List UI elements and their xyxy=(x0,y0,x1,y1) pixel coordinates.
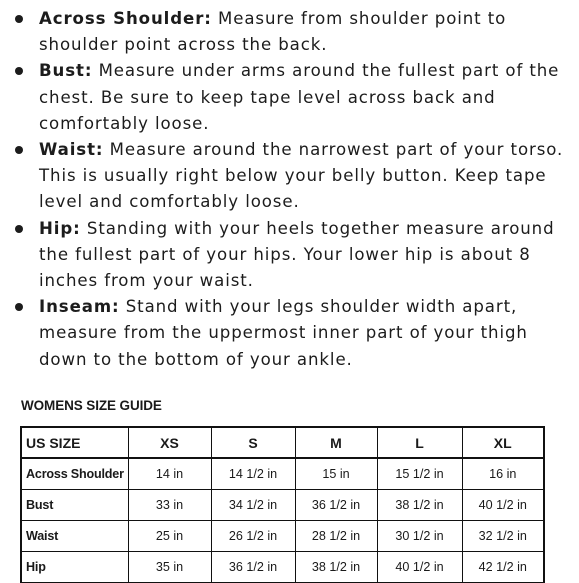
table-cell: 15 in xyxy=(295,458,377,489)
bullet-icon xyxy=(15,303,23,311)
instruction-waist xyxy=(0,137,579,216)
table-cell: 14 in xyxy=(128,458,211,489)
size-guide-table xyxy=(20,426,545,583)
bullet-icon xyxy=(15,15,23,23)
table-cell: 25 in xyxy=(128,520,211,551)
table-cell: 30 1/2 in xyxy=(377,520,462,551)
instruction-across-shoulder xyxy=(0,6,579,58)
table-cell: 38 1/2 in xyxy=(295,551,377,582)
bullet-icon xyxy=(15,67,23,75)
instruction-term: Waist: xyxy=(39,140,104,160)
bullet-icon xyxy=(15,146,23,154)
table-cell: 35 in xyxy=(128,551,211,582)
instruction-term: Inseam: xyxy=(39,297,120,317)
bullet-icon xyxy=(15,225,23,233)
table-cell: 28 1/2 in xyxy=(295,520,377,551)
table-cell: 38 1/2 in xyxy=(377,489,462,520)
instruction-term: Bust: xyxy=(39,61,93,81)
header-size-xs: XS xyxy=(128,427,211,458)
instruction-hip xyxy=(0,216,579,295)
instruction-text: Measure under arms around the fullest part of the chest. Be sure to keep tape level across back and comfortably loose. xyxy=(39,61,560,133)
instruction-text: Measure from shoulder point to shoulder point across the back. xyxy=(39,9,507,55)
table-cell: 26 1/2 in xyxy=(211,520,295,551)
header-size-xl: XL xyxy=(462,427,544,458)
instruction-bust xyxy=(0,58,579,137)
instruction-text: Standing with your heels together measure around the fullest part of your hips. Your lower hip is about 8 inches from your waist. xyxy=(39,218,555,291)
header-size-m: M xyxy=(295,427,377,458)
table-cell: 40 1/2 in xyxy=(377,551,462,582)
table-cell: 36 1/2 in xyxy=(211,551,295,582)
instruction-term: Across Shoulder: xyxy=(39,9,212,28)
header-size-l: L xyxy=(377,427,462,458)
instruction-inseam xyxy=(0,294,579,373)
table-cell: 40 1/2 in xyxy=(462,489,544,520)
table-cell: 42 1/2 in xyxy=(462,551,544,582)
table-cell: 34 1/2 in xyxy=(211,489,295,520)
table-cell: 33 in xyxy=(128,489,211,520)
row-label: Bust xyxy=(21,489,128,520)
table-cell: 32 1/2 in xyxy=(462,520,544,551)
table-row xyxy=(21,489,544,520)
size-guide-title: WOMENS SIZE GUIDE xyxy=(21,398,162,413)
instruction-term: Hip: xyxy=(39,218,81,238)
table-cell: 36 1/2 in xyxy=(295,489,377,520)
table-cell: 14 1/2 in xyxy=(211,458,295,489)
table-cell: 16 in xyxy=(462,458,544,489)
row-label: Waist xyxy=(21,520,128,551)
instruction-text: Measure around the narrowest part of your torso. This is usually right below your belly button. Keep tape level and comfortably loose. xyxy=(39,140,564,212)
header-us-size: US SIZE xyxy=(21,427,128,458)
table-header-row xyxy=(21,427,544,458)
table-row xyxy=(21,520,544,551)
measurement-instructions xyxy=(0,6,579,373)
table-row xyxy=(21,458,544,489)
table-row xyxy=(21,551,544,582)
row-label: Hip xyxy=(21,551,128,582)
row-label: Across Shoulder xyxy=(21,458,128,489)
header-size-s: S xyxy=(211,427,295,458)
instruction-text: Stand with your legs shoulder width apart, measure from the uppermost inner part of your thigh down to the bottom of your ankle. xyxy=(39,297,528,369)
table-cell: 15 1/2 in xyxy=(377,458,462,489)
